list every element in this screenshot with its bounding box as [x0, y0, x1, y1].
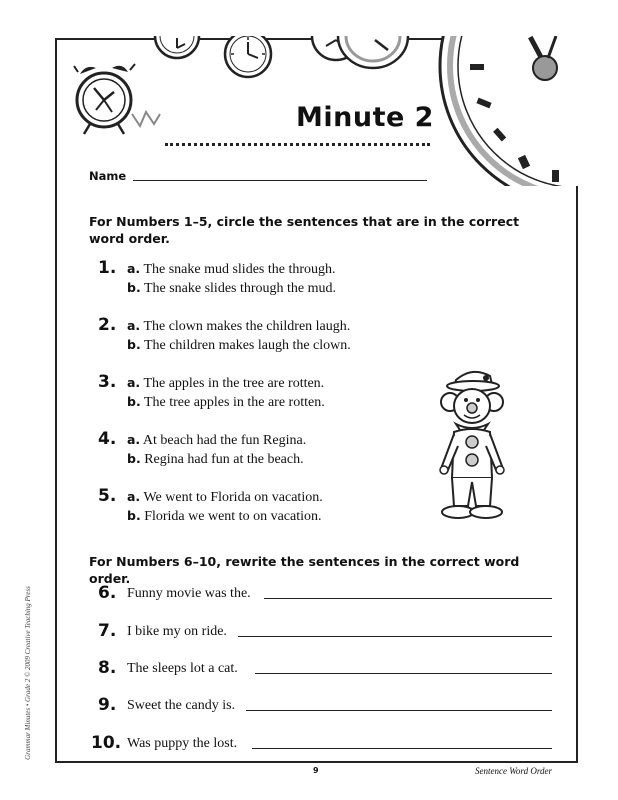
- answer-line[interactable]: [264, 598, 552, 599]
- part1-instructions: For Numbers 1–5, circle the sentences that are in the correct word order.: [89, 214, 520, 246]
- clock-icon: [338, 36, 408, 68]
- sentence: The snake mud slides the through.: [143, 262, 336, 277]
- option-b-letter: b.: [127, 394, 141, 409]
- name-field-line[interactable]: [133, 180, 427, 181]
- question-number: 7.: [98, 621, 117, 641]
- sentence: Regina had fun at the beach.: [144, 452, 304, 467]
- sentence: The children makes laugh the clown.: [143, 338, 351, 353]
- copyright-credit: [20, 580, 36, 765]
- page-title: Minute 2: [296, 102, 434, 133]
- question-number: 8.: [98, 658, 117, 678]
- question-number: 9.: [98, 695, 117, 715]
- sentence: At beach had the fun Regina.: [142, 433, 307, 448]
- option-b-letter: b.: [127, 508, 141, 523]
- sentence: We went to Florida on vacation.: [143, 490, 323, 505]
- question-number: 2.: [98, 315, 117, 335]
- option-b[interactable]: [127, 394, 325, 411]
- scrambled-sentence: Sweet the candy is.: [127, 698, 236, 713]
- topic-label: Sentence Word Order: [475, 766, 552, 776]
- scrambled-sentence: Was puppy the lost.: [127, 736, 238, 751]
- name-label: Name: [89, 169, 127, 183]
- option-b[interactable]: [127, 451, 304, 468]
- answer-line[interactable]: [246, 710, 552, 711]
- option-b-letter: b.: [127, 337, 141, 352]
- scrambled-sentence: Funny movie was the.: [127, 586, 251, 601]
- sentence: The snake slides through the mud.: [143, 281, 337, 296]
- option-b[interactable]: [127, 337, 351, 354]
- option-a[interactable]: [127, 261, 336, 278]
- scrambled-sentence: I bike my on ride.: [127, 624, 227, 639]
- sentence: The tree apples in the are rotten.: [143, 395, 325, 410]
- option-a-letter: a.: [127, 261, 141, 276]
- clock-icon: [155, 36, 199, 58]
- option-a[interactable]: [127, 318, 350, 335]
- answer-line[interactable]: [238, 636, 552, 637]
- alarm-clock-illustration: [62, 58, 172, 138]
- answer-line[interactable]: [252, 748, 552, 749]
- option-b-letter: b.: [127, 280, 141, 295]
- answer-line[interactable]: [255, 673, 552, 674]
- question-number: 3.: [98, 372, 117, 392]
- sentence: The clown makes the children laugh.: [143, 319, 351, 334]
- small-clocks-illustration: [150, 36, 420, 86]
- question-number: 4.: [98, 429, 117, 449]
- page-number: 9: [313, 766, 319, 775]
- large-clock-illustration: [430, 36, 580, 186]
- question-number: 10.: [91, 733, 122, 753]
- option-b-letter: b.: [127, 451, 141, 466]
- clown-illustration: [428, 366, 514, 522]
- scrambled-sentence: The sleeps lot a cat.: [127, 661, 238, 676]
- option-a-letter: a.: [127, 375, 141, 390]
- option-a-letter: a.: [127, 318, 141, 333]
- part2-instructions: For Numbers 6–10, rewrite the sentences in the correct word order.: [89, 554, 520, 586]
- option-a[interactable]: [127, 375, 324, 392]
- clock-icon: [225, 36, 271, 77]
- option-a[interactable]: [127, 432, 306, 449]
- copyright-text: Grammar Minutes • Grade 2 © 2009 Creative Teaching Press: [24, 585, 32, 760]
- option-b[interactable]: [127, 508, 322, 525]
- question-number: 5.: [98, 486, 117, 506]
- question-number: 1.: [98, 258, 117, 278]
- option-a-letter: a.: [127, 432, 141, 447]
- sentence: Florida we went to on vacation.: [144, 509, 322, 524]
- option-a[interactable]: [127, 489, 323, 506]
- option-a-letter: a.: [127, 489, 141, 504]
- option-b[interactable]: [127, 280, 336, 297]
- question-number: 6.: [98, 583, 117, 603]
- sentence: The apples in the tree are rotten.: [143, 376, 325, 391]
- title-dotted-rule: [165, 143, 430, 150]
